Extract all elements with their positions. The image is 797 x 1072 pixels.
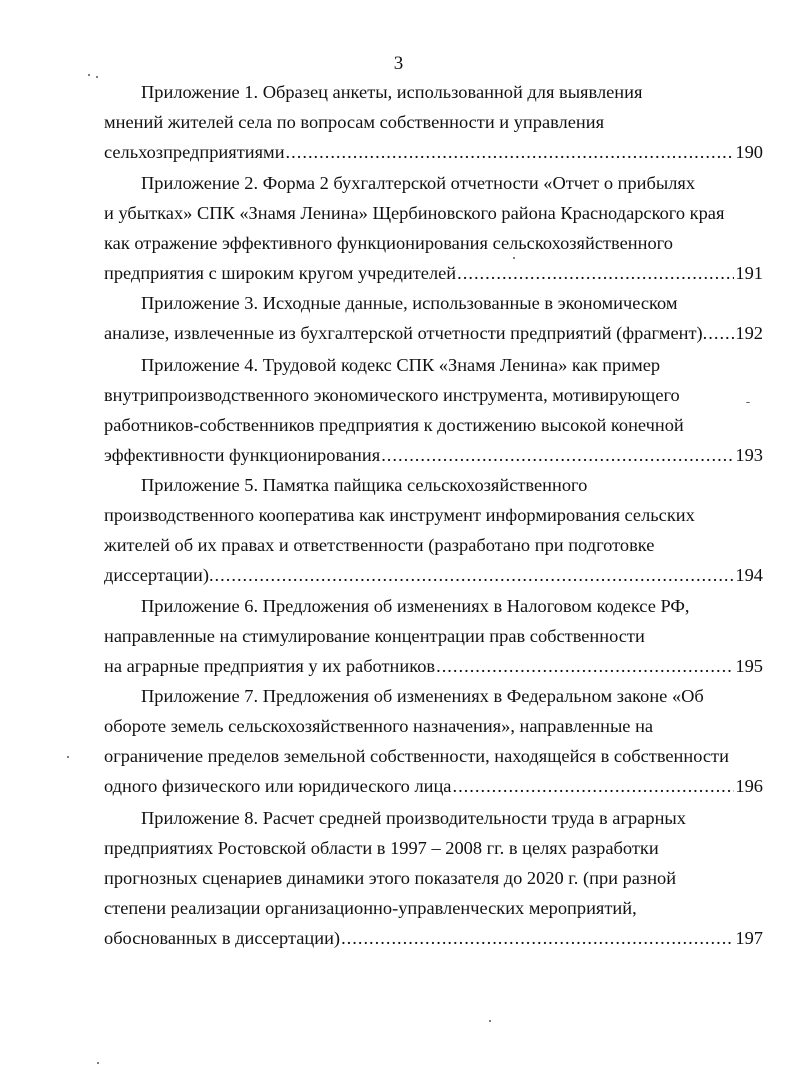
scan-speck — [489, 1020, 491, 1022]
toc-entry-7-line-2: обороте земель сельскохозяйственного назначения», направленные на — [104, 716, 654, 736]
toc-entry-2-page: 191 — [735, 263, 763, 283]
dot-leader — [215, 560, 735, 590]
toc-entry-1-page: 190 — [735, 142, 763, 162]
toc-entry-5-page: 194 — [735, 565, 763, 585]
scan-speck — [746, 402, 750, 403]
toc-entry-3-last-line — [104, 318, 763, 348]
toc-entry-7-page: 196 — [735, 776, 763, 796]
page-number: 3 — [393, 53, 404, 74]
toc-entry-2-line-4: предприятия с широким кругом учредителей — [104, 263, 457, 283]
toc-entry-8-line-5: обоснованных в диссертации) — [104, 928, 341, 948]
dot-leader — [286, 137, 735, 167]
toc-entry-4-line-3: работников-собственников предприятия к достижению высокой конечной — [104, 415, 684, 435]
toc-entry-8-last-line — [104, 923, 763, 953]
toc-entry-8-line-4: степени реализации организационно-управленческих мероприятий, — [104, 898, 637, 918]
toc-entry-4-last-line — [104, 440, 763, 470]
toc-entry-1-line-1: Приложение 1. Образец анкеты, использованной для выявления — [141, 82, 643, 102]
toc-entry-2-last-line — [104, 258, 763, 288]
toc-entry-7-line-3: ограничение пределов земельной собственности, находящейся в собственности — [104, 746, 729, 766]
toc-entry-8-line-3: прогнозных сценариев динамики этого показателя до 2020 г. (при разной — [104, 868, 677, 888]
dot-leader — [457, 258, 734, 288]
scan-speck — [67, 756, 69, 758]
toc-entry-6-page: 195 — [735, 656, 763, 676]
toc-entry-2-line-2: и убытках» СПК «Знамя Ленина» Щербиновского района Краснодарского края — [104, 203, 725, 223]
toc-entry-5-last-line — [104, 560, 763, 590]
toc-entry-4-line-4: эффективности функционирования — [104, 445, 381, 465]
toc-entry-8-page: 197 — [735, 928, 763, 948]
toc-entry-4-line-1: Приложение 4. Трудовой кодекс СПК «Знамя Ленина» как пример — [141, 355, 661, 375]
scan-speck — [96, 76, 98, 78]
toc-entry-7-line-1: Приложение 7. Предложения об изменениях в Федеральном законе «Об — [141, 686, 704, 706]
dot-leader — [708, 318, 734, 348]
dot-leader — [436, 651, 734, 681]
dot-leader — [452, 771, 734, 801]
scan-speck — [97, 1062, 99, 1064]
toc-entry-4-line-2: внутрипроизводственного экономического инструмента, мотивирующего — [104, 385, 680, 405]
toc-entry-5-line-3: жителей об их правах и ответственности (разработано при подготовке — [104, 535, 655, 555]
toc-entry-2-line-1: Приложение 2. Форма 2 бухгалтерской отчетности «Отчет о прибылях — [141, 173, 696, 193]
toc-entry-1-last-line — [104, 137, 763, 167]
toc-entry-6-last-line — [104, 651, 763, 681]
toc-entry-5-line-4: диссертации). — [104, 565, 214, 585]
toc-entry-7-last-line — [104, 771, 763, 801]
toc-entry-1-line-2: мнений жителей села по вопросам собственности и управления — [104, 112, 605, 132]
toc-entry-8-line-1: Приложение 8. Расчет средней производительности труда в аграрных — [141, 808, 686, 828]
toc-entry-3-page: 192 — [735, 323, 763, 343]
toc-entry-5-line-1: Приложение 5. Памятка пайщика сельскохозяйственного — [141, 475, 588, 495]
toc-entry-8-line-2: предприятиях Ростовской области в 1997 – 2008 гг. в целях разработки — [104, 838, 659, 858]
toc-entry-4-page: 193 — [735, 445, 763, 465]
toc-entry-7-line-4: одного физического или юридического лица — [104, 776, 452, 796]
toc-entry-1-line-3: сельхозпредприятиями — [104, 142, 285, 162]
scan-speck — [513, 257, 515, 259]
toc-entry-3-line-2: анализе, извлеченные из бухгалтерской отчетности предприятий (фрагмент). — [104, 323, 708, 343]
toc-entry-6-line-1: Приложение 6. Предложения об изменениях в Налоговом кодексе РФ, — [141, 596, 690, 616]
toc-entry-6-line-3: на аграрные предприятия у их работников — [104, 656, 436, 676]
scan-speck — [88, 74, 90, 76]
dot-leader — [381, 440, 734, 470]
dot-leader — [341, 923, 734, 953]
toc-entry-3-line-1: Приложение 3. Исходные данные, использованные в экономическом — [141, 293, 678, 313]
toc-entry-5-line-2: производственного кооператива как инструмент информирования сельских — [104, 505, 695, 525]
toc-entry-2-line-3: как отражение эффективного функционирования сельскохозяйственного — [104, 233, 673, 253]
toc-entry-6-line-2: направленные на стимулирование концентрации прав собственности — [104, 626, 645, 646]
